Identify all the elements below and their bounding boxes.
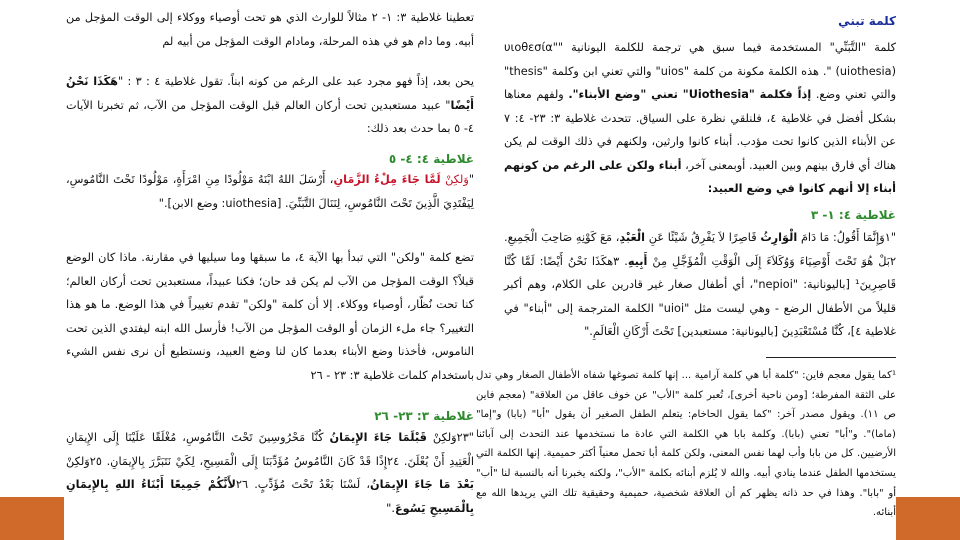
right-para1-a: كلمة "التَّبَنِّي" المستخدمة فيما سبق هي ترجمة للكلمة اليونانية "υιοθεσία"(uiothesia) ". هذه الكلمة مكونة من كلمة "uios" والتي تعني ابن وكلمة "thesis" والتي تعني وضع. — [504, 41, 897, 101]
para2-part-b: " عبيد مستعبدين تحت أركان العالم قبل الوقت المؤجل من الآب، ثم تخبرنا الآيات ٤- ٥ بما حدث بعد ذلك: — [66, 98, 474, 135]
right-verse-d: . ٣هكَذَا نَحْنُ أَيْضًا: لَمَّا كُنَّا قَاصِرِينَ¹ [باليونانية: "nepioi"، أي أطفال صغار غير قادرين على الكلام، وهم أكبر قليلاً من الأطفال الرضع - وهي ليست مثل "uioi" الكلمة المترجمة إلى "أبناء" في غلاطية ٤]، كُنَّا مُسْتَعْبَدِينَ [باليونانية: مستعبدين] تَحْتَ أَرْكَانِ الْعَالَمِ." — [504, 254, 896, 338]
heading-galatians-4-1-3: غلاطية ٤: ١- ٣ — [810, 208, 896, 222]
left-verse-2 — [66, 426, 474, 520]
verse2 — [66, 426, 474, 520]
accent-strip-right — [896, 497, 960, 540]
right-verse-b: قَاصِرًا لاَ يَفْرِقُ شَيْئًا عَنِ — [648, 231, 757, 244]
left-paragraph-3 — [66, 246, 474, 387]
verse1-rest: ، أَرْسَلَ اللهُ ابْنَهُ مَوْلُودًا مِنِ امْرَأَةٍ، مَوْلُودًا تَحْتَ النَّامُوسِ، لِيَفْتَدِيَ الَّذِينَ تَحْتَ النَّامُوسِ، لِنَنَالَ التَّبَنِّيَ. [uiothesia: وضع الابن]." — [66, 173, 474, 210]
right-verse-bold2: الْعَبْدِ — [619, 231, 646, 244]
verse2-b: كُنَّا مَحْرُوسِينَ تَحْتَ النَّامُوسِ، مُغْلَقًا عَلَيْنَا إِلَى الإِيمَانِ الْعَتِيدِ أَنْ يُعْلَنَ. ٢٤إِذًا قَدْ كَانَ النَّامُوسُ مُؤَدِّبَنَا إِلَى الْمَسِيحِ، لِكَيْ نَتَبَرَّرَ بِالإِيمَانِ. ٢٥وَلكِنْ — [66, 431, 475, 468]
verse2-c: ، لَسْنَا بَعْدُ تَحْتَ مُؤَدِّبٍ. ٢٦ — [235, 478, 370, 491]
right-verse-bold1: الْوَارِثُ — [760, 231, 798, 244]
verse2-bold2: بَعْدَ مَا جَاءَ الإِيمَانُ — [370, 478, 474, 491]
verse2-bold1: قَبْلَمَا جَاءَ الإِيمَانُ — [329, 431, 427, 444]
intro-text: تعطينا غلاطية ٣: ١- ٢ مثالاً للوارث الذي هو تحت أوصياء ووكلاء إلى الوقت المؤجل من أبيه. وما دام هو في هذه المرحلة، ومادام الوقت المؤجل من أبيه لم — [66, 11, 474, 48]
left-verse-1 — [66, 168, 474, 215]
left-intro-paragraph — [66, 6, 474, 53]
para2 — [66, 70, 474, 141]
right-para1-b: ولفهم معناها بشكل أفضل في غلاطية ٤، فلنلقي نظرة على السياق. تتحدث غلاطية ٣: ٢٣- ٤: ٧ عن الأبناء الذين كانوا تحت مؤدب. أبناء كانوا وارثين، ولكنهم في ذلك الوقت لم يكن هناك أي فارق بينهم وبين العبيد. أوبمعنى آخر، — [504, 88, 896, 172]
verse2-end: ." — [386, 501, 395, 515]
right-verse-text — [504, 226, 896, 344]
accent-strip-left — [0, 497, 64, 540]
verse1-red: وَلكِنْ — [445, 173, 469, 186]
right-para1-bold2: أبناء ولكن على الرغم من كونهم أبناء إلا أنهم كانوا في وضع العبيد: — [504, 158, 896, 195]
right-verse-c: ، مَعَ كَوْنِهِ صَاحِبَ الْجَمِيعِ. ٢بَلْ هُوَ تَحْتَ أَوْصِيَاءَ وَوُكَلاَءَ إِلَى الْوَقْتِ الْمُؤَجَّلِ مِنْ — [504, 231, 897, 268]
para3: تضع كلمة "ولكن" التي تبدأ بها الآية ٤، ما سبقها وما سيليها في مقارنة. ماذا كان الوضع قبلاً؟ الوقت المؤجل من الآب لم يكن قد حان؛ فكنا عبيداً، مستعبدين تحت أركان العالم؛ كنا تحت نُظّار، أوصياء ووكلاء. إلا أن كلمة "ولكن" تقدم تغييراً في هذا الوضع. ما هو هذا التغيير؟ جاء ملء الزمان أو الوقت المؤجل من الآب! فأرسل الله ابنه ليفتدي الذين تحت الناموس، فأخذنا وضع الأبناء بعدما كان لنا وضع العبيد، ونستطيع أن نرى نفس الشيء باستخدام كلمات غلاطية ٣: ٢٣ - ٢٦ — [66, 251, 474, 382]
verse2-bold3: لأَنَّكُمْ جَمِيعًا أَبْنَاءُ اللهِ بِالإِيمَانِ بِالْمَسِيحِ يَسُوعَ — [66, 478, 474, 515]
right-verse-bold3: أَبِيهِ — [627, 254, 648, 268]
heading-galatians-4-4-5: غلاطية ٤: ٤- ٥ — [388, 152, 474, 166]
para2-part-a: يحن بعد، إذاً فهو مجرد عبد على الرغم من كونه ابناً. تقول غلاطية ٤ : ٣ : " — [118, 75, 474, 88]
section-title: كلمة تبني — [838, 14, 896, 28]
right-para1-bold: إذاً فكلمة "Uiothesia" تعني "وضع الأبناء". — [568, 88, 812, 101]
para2-quote: هَكَذَا نَحْنُ أَيْضًا — [66, 75, 474, 112]
left-paragraph-2 — [66, 70, 474, 141]
right-para1 — [504, 36, 896, 201]
right-verse — [504, 226, 896, 344]
right-verse-a: "١وَإِنَّمَا أَقُولُ: مَا دَامَ — [800, 231, 897, 244]
verse1-quote: لَمَّا جَاءَ مِلْءُ الزَّمَانِ — [333, 173, 441, 186]
footnote: ¹كما يقول معجم فاين: "كلمة أبا هي كلمة آرامية ... إنها كلمة تصوغها شفاه الأطفال الصغار وهي تدل على الثقة المفرطة؛ [ومن ناحية أخرى]، تُعبر كلمة "الأب" عن خوف عاقل من العلاقة" (معجم فاين ص ١١). ويقول مصدر آخر: "كما يقول الحاخام: يتعلم الطفل الصغير أن يقول "أبا" (بابا) و"إما" (ماما)". و"أبا" تعني (بابا). وكلمة بابا هي الكلمة التي عادة ما نستخدمها عند التحدث إلى آبائنا الأرضيين. كل من بابا وأب لهما نفس المعنى، ولكن كلمة أبا تحمل معنياً أكثر حميمية. إنها الكلمة التي يستخدمها الطفل عندما ينادي أبيه. والله لا يُلزم أبنائه بكلمة "الأب"، ولكنه يخبرنا أنه بالنسبة لنا "أب" أو "بابا". وهذا في حد ذاته يظهر كم أن العلاقة شخصية، حميمية وحقيقية تلك التي يريدها الله مع أبنائه. — [476, 370, 896, 519]
heading-galatians-3-23-26: غلاطية ٣: ٢٣- ٢٦ — [374, 409, 474, 423]
footnote-divider — [766, 357, 896, 358]
verse1: "وَلكِنْ لَمَّا جَاءَ مِلْءُ الزَّمَانِ، أَرْسَلَ اللهُ ابْنَهُ مَوْلُودًا مِنِ امْرَأَةٍ، مَوْلُودًا تَحْتَ النَّامُوسِ، لِيَفْتَدِيَ الَّذِينَ تَحْتَ النَّامُوسِ، لِنَنَالَ التَّبَنِّيَ. [uiothesia: وضع الابن]." — [66, 173, 475, 210]
right-paragraph-1 — [504, 36, 896, 201]
verse2-a: "٢٣وَلكِنْ — [432, 431, 474, 444]
